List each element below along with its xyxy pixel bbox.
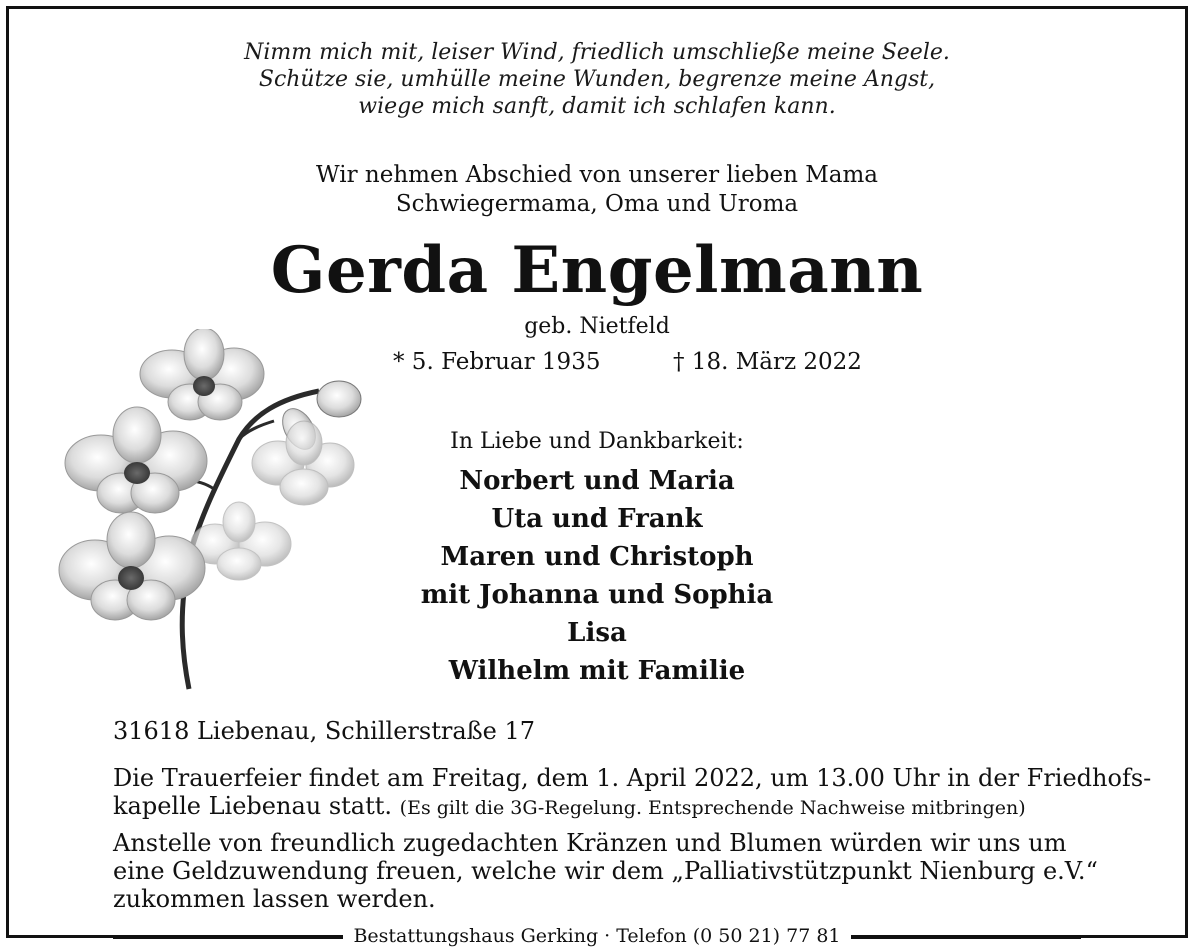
mourner-line: mit Johanna und Sophia — [420, 580, 774, 610]
poem-line: wiege mich sanft, damit ich schlafen kann. — [358, 94, 836, 119]
funeral-text: kapelle Liebenau statt. — [113, 792, 393, 820]
address: 31618 Liebenau, Schillerstraße 17 — [113, 717, 536, 745]
birth-name: geb. Nietfeld — [524, 314, 670, 339]
thanks-heading: In Liebe und Dankbarkeit: — [450, 429, 744, 454]
donation-line: eine Geldzuwendung freuen, welche wir dem „Palliativstützpunkt Nienburg e.V.“ — [113, 857, 1098, 885]
intro-line: Schwiegermama, Oma und Uroma — [395, 191, 799, 217]
donation-line: Anstelle von freundlich zugedachten Kränzen und Blumen würden wir uns um — [113, 829, 1067, 857]
mourner-line: Lisa — [567, 618, 627, 648]
funeral-info — [113, 764, 1152, 822]
covid-note: (Es gilt die 3G-Regelung. Entsprechende Nachweise mitbringen) — [399, 797, 1026, 819]
funeral-line-2 — [113, 792, 1105, 822]
mourner-line: Uta und Frank — [491, 504, 703, 534]
poem-line: Schütze sie, umhülle meine Wunden, begrenze meine Angst, — [258, 67, 936, 92]
mourner-line: Norbert und Maria — [459, 466, 735, 496]
donation-line: zukommen lassen werden. — [113, 885, 436, 913]
death-date: † 18. März 2022 — [673, 349, 862, 375]
birth-date: * 5. Februar 1935 — [393, 349, 601, 375]
donation-info — [113, 829, 1105, 913]
intro-line: Wir nehmen Abschied von unserer lieben Mama — [316, 162, 878, 188]
mourner-line: Maren und Christoph — [440, 542, 754, 572]
intro-text — [9, 161, 1185, 219]
footer — [9, 923, 1185, 949]
deceased-name: Gerda Engelmann — [270, 233, 924, 308]
funeral-home-contact: Bestattungshaus Gerking · Telefon (0 50 21) 77 81 — [343, 925, 850, 947]
poem-line: Nimm mich mit, leiser Wind, friedlich umschließe meine Seele. — [244, 40, 950, 65]
poem — [9, 39, 1185, 120]
mourners-list — [9, 462, 1185, 690]
mourner-line: Wilhelm mit Familie — [448, 656, 746, 686]
obituary-notice — [6, 6, 1188, 947]
funeral-line: Die Trauerfeier findet am Freitag, dem 1. April 2022, um 13.00 Uhr in der Friedhofs- — [113, 764, 1152, 792]
